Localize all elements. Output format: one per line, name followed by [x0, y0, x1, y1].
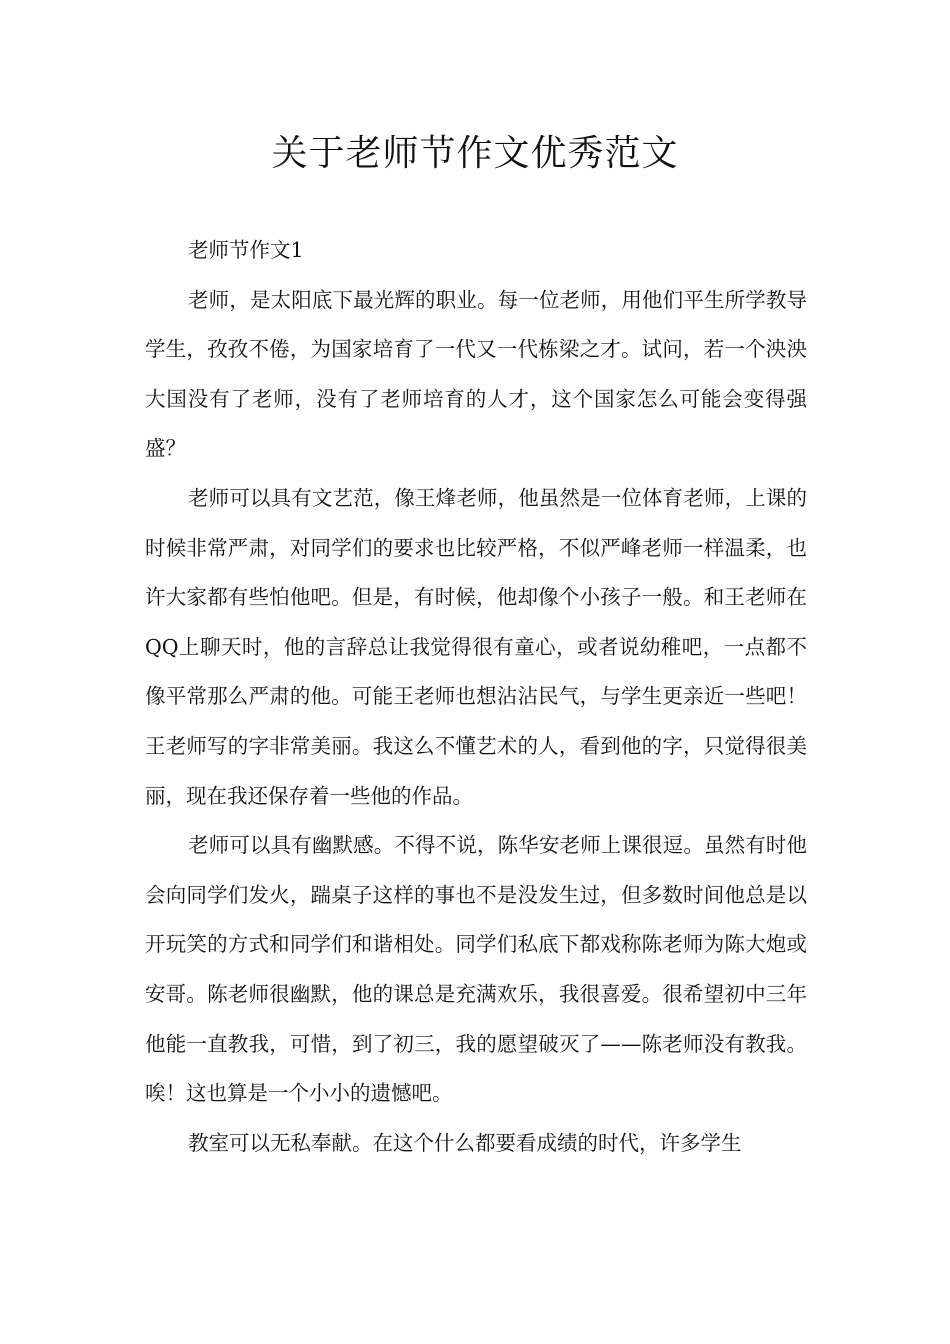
document-body: [145, 226, 807, 1168]
section-heading: 老师节作文1: [188, 238, 304, 262]
document-title: 关于老师节作文优秀范文: [271, 133, 679, 174]
paragraph-3: 老师可以具有幽默感。不得不说，陈华安老师上课很逗。虽然有时他会向同学们发火，踹桌子这样的事也不是没发生过，但多数时间他总是以开玩笑的方式和同学们和谐相处。同学们私底下都戏称陈老师为陈大炮或安哥。陈老师很幽默，他的课总是充满欢乐，我很喜爱。很希望初中三年他能一直教我，可惜，到了初三，我的愿望破灭了——陈老师没有教我。唉！这也算是一个小小的遗憾吧。: [145, 833, 807, 1106]
paragraph-2: 老师可以具有文艺范，像王烽老师，他虽然是一位体育老师，上课的时候非常严肃，对同学们的要求也比较严格，不似严峰老师一样温柔，也许大家都有些怕他吧。但是，有时候，他却像个小孩子一般。和王老师在QQ上聊天时，他的言辞总让我觉得很有童心，或者说幼稚吧，一点都不像平常那么严肃的他。可能王老师也想沾沾民气，与学生更亲近一些吧！王老师写的字非常美丽。我这么不懂艺术的人，看到他的字，只觉得很美丽，现在我还保存着一些他的作品。: [145, 485, 807, 808]
paragraph-1: 老师，是太阳底下最光辉的职业。每一位老师，用他们平生所学教导学生，孜孜不倦，为国家培育了一代又一代栋梁之才。试问，若一个泱泱大国没有了老师，没有了老师培育的人才，这个国家怎么可能会变得强盛？: [145, 287, 807, 461]
paragraph-4: 教室可以无私奉献。在这个什么都要看成绩的时代，许多学生: [188, 1130, 742, 1155]
